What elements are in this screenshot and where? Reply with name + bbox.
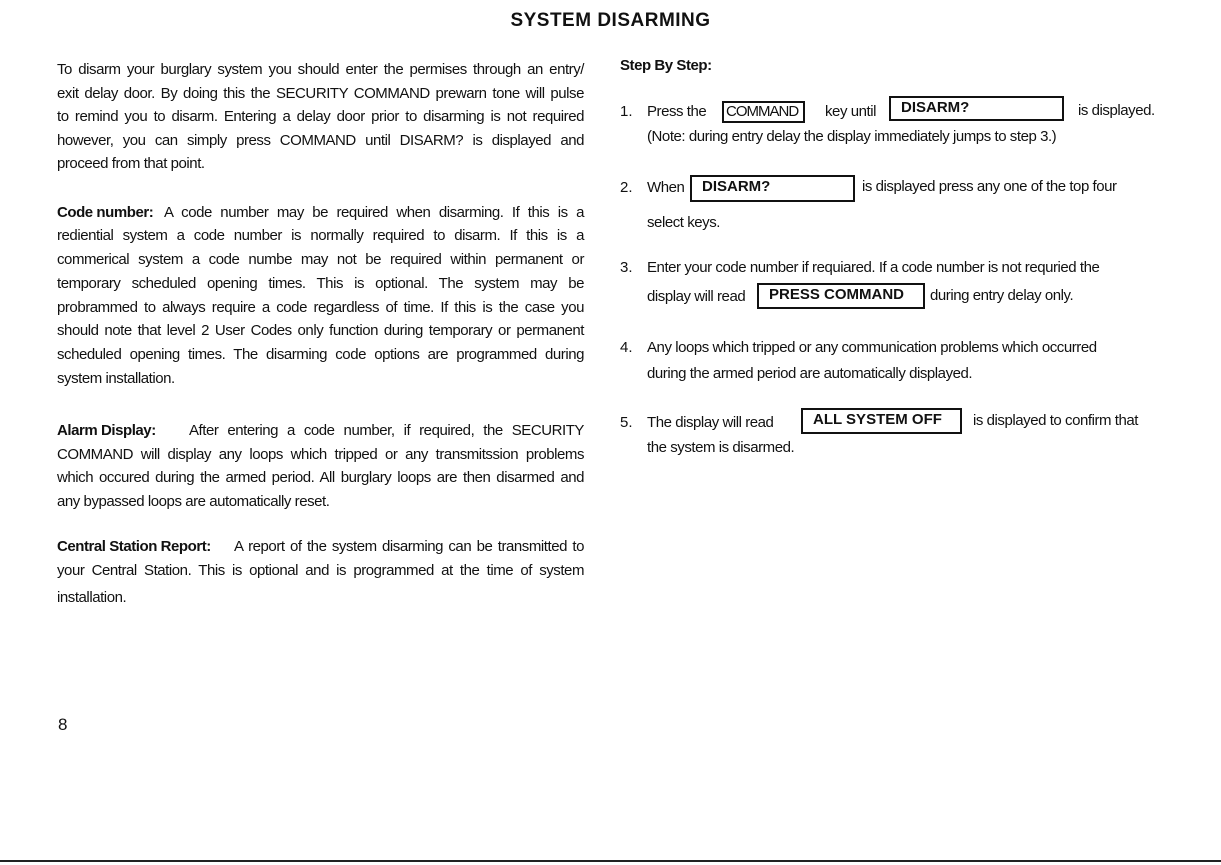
code-line: system installation. (57, 370, 175, 387)
code-line: probrammed to always require a code regardless of time. If this is the case you (57, 299, 584, 316)
intro-line: to remind you to disarm. Entering a delay door prior to disarming is not required (57, 108, 584, 125)
alarm-display-heading: Alarm Display: (57, 422, 156, 439)
step-text: during the armed period are automatically displayed. (647, 365, 973, 382)
step-text: Enter your code number if requiared. If a code number is not requried the (647, 259, 1100, 276)
code-line: A code number may be required when disarming. If this is a (164, 204, 584, 221)
step-text: The display will read (647, 414, 774, 431)
step-text: display will read (647, 288, 746, 305)
central-line: A report of the system disarming can be transmitted to (234, 538, 584, 555)
lcd-display: PRESS COMMAND (757, 283, 925, 309)
step-text: Press the (647, 103, 707, 120)
step-number: 5. (620, 414, 633, 431)
alarm-line: After entering a code number, if required, the SECURITY (189, 422, 584, 439)
step-number: 1. (620, 103, 633, 120)
code-line: should note that level 2 User Codes only function during temporary or permanent (57, 322, 584, 339)
central-station-heading: Central Station Report: (57, 538, 211, 555)
central-line: installation. (57, 589, 127, 606)
central-line: your Central Station. This is optional and is programmed at the time of system (57, 562, 584, 579)
code-number-heading: Code number: (57, 204, 154, 221)
step-text: is displayed to confirm that (973, 412, 1138, 429)
alarm-line: any bypassed loops are automatically reset. (57, 493, 330, 510)
intro-line: exit delay door. By doing this the SECURITY COMMAND prewarn tone will pulse (57, 85, 584, 102)
page-number: 8 (58, 715, 68, 734)
code-line-first (57, 203, 584, 223)
alarm-line: COMMAND will display any loops which tripped or any transmitssion problems (57, 446, 584, 463)
intro-line: however, you can simply press COMMAND until DISARM? is displayed and (57, 132, 584, 149)
step-number: 3. (620, 259, 633, 276)
step-text: key until (825, 103, 876, 120)
step-note: (Note: during entry delay the display immediately jumps to step 3.) (647, 128, 1057, 145)
code-line: temporary scheduled opening times. This is optional. The system may be (57, 275, 584, 292)
lcd-display: DISARM? (690, 175, 855, 202)
code-line: commerical system a code numbe may not be required within permanent or (57, 251, 584, 268)
alarm-line: which occured during the armed period. All burglary loops are then disarmed and (57, 469, 584, 486)
lcd-display: ALL SYSTEM OFF (801, 408, 962, 434)
step-text: during entry delay only. (930, 287, 1074, 304)
code-line: rediential system a code number is normally required to disarm. If this is a (57, 227, 584, 244)
step-text: Any loops which tripped or any communication problems which occurred (647, 339, 1097, 356)
central-line-first (57, 537, 584, 557)
command-key: COMMAND (722, 101, 805, 123)
page-title: SYSTEM DISARMING (510, 10, 711, 31)
step-text: the system is disarmed. (647, 439, 795, 456)
step-by-step-heading: Step By Step: (620, 57, 712, 74)
step-text: select keys. (647, 214, 720, 231)
code-line: scheduled opening times. The disarming code options are programmed during (57, 346, 584, 363)
alarm-line-first (57, 421, 584, 441)
intro-line: To disarm your burglary system you should enter the permises through an entry/ (57, 61, 584, 78)
lcd-display: DISARM? (889, 96, 1064, 121)
bottom-rule (0, 860, 1221, 862)
step-text: is displayed press any one of the top four (862, 178, 1117, 195)
step-text: When (647, 179, 685, 196)
step-number: 2. (620, 179, 633, 196)
intro-line: proceed from that point. (57, 155, 205, 172)
step-text: is displayed. (1078, 102, 1155, 119)
step-number: 4. (620, 339, 633, 356)
